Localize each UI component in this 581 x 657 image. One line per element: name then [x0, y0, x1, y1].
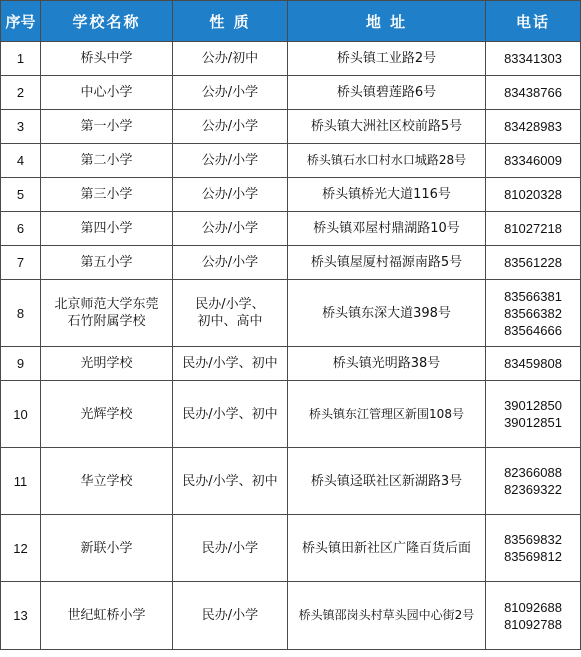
- phone-number: 83566382: [504, 305, 562, 321]
- table-row: [1, 347, 581, 381]
- cell-phone: [486, 110, 581, 144]
- phone-number: 81020328: [504, 187, 562, 202]
- cell-phone: [486, 42, 581, 76]
- nature-line: 初中、高中: [197, 314, 263, 329]
- nature-line: 民办/小学: [201, 540, 259, 556]
- cell-school-name: [41, 582, 173, 650]
- nature-line: 公办/小学: [201, 187, 259, 202]
- cell-school-name: [41, 42, 173, 76]
- phone-number: 83346009: [504, 153, 562, 168]
- cell-address: 桥头镇屋厦村福源南路5号: [288, 246, 486, 280]
- phone-number: 81092688: [504, 599, 562, 615]
- table-body: [1, 42, 581, 650]
- cell-phone: [486, 381, 581, 448]
- cell-index: 1: [1, 42, 41, 76]
- cell-school-name: [41, 347, 173, 381]
- cell-address: 桥头镇桥光大道116号: [288, 178, 486, 212]
- cell-phone: [486, 76, 581, 110]
- cell-phone: [486, 144, 581, 178]
- cell-nature: [173, 448, 288, 515]
- school-name-line: 北京师范大学东莞: [54, 297, 159, 312]
- column-header-index: 序号: [1, 1, 41, 42]
- school-name-line: 世纪虹桥小学: [67, 608, 146, 623]
- cell-nature: [173, 110, 288, 144]
- cell-school-name: [41, 212, 173, 246]
- cell-school-name: [41, 515, 173, 582]
- column-header-name: 学校名称: [41, 1, 173, 42]
- cell-index: 3: [1, 110, 41, 144]
- table-row: [1, 212, 581, 246]
- cell-address: 桥头镇邵岗头村草头园中心街2号: [288, 582, 486, 650]
- cell-phone: [486, 347, 581, 381]
- column-header-phone: 电话: [486, 1, 581, 42]
- cell-index: 12: [1, 515, 41, 582]
- cell-index: 7: [1, 246, 41, 280]
- phone-number: 83428983: [504, 119, 562, 134]
- table-row: [1, 280, 581, 347]
- cell-school-name: [41, 144, 173, 178]
- phone-number: 82369322: [504, 482, 562, 497]
- cell-address: 桥头镇田新社区广隆百货后面: [288, 515, 486, 582]
- cell-school-name: [41, 381, 173, 448]
- phone-number: 83561228: [504, 255, 562, 270]
- cell-nature: [173, 515, 288, 582]
- table-row: [1, 515, 581, 582]
- cell-address: 桥头镇光明路38号: [288, 347, 486, 381]
- school-name-line: 第二小学: [80, 153, 133, 168]
- header-row: [1, 1, 581, 42]
- nature-line: 民办/小学、初中: [182, 406, 278, 422]
- cell-nature: [173, 381, 288, 448]
- cell-nature: [173, 144, 288, 178]
- cell-index: 2: [1, 76, 41, 110]
- cell-index: 10: [1, 381, 41, 448]
- cell-address: 桥头镇工业路2号: [288, 42, 486, 76]
- cell-school-name: [41, 76, 173, 110]
- cell-address: 桥头镇大洲社区校前路5号: [288, 110, 486, 144]
- table-row: [1, 448, 581, 515]
- nature-line: 公办/小学: [201, 255, 259, 270]
- table-row: [1, 76, 581, 110]
- cell-index: 11: [1, 448, 41, 515]
- phone-number: 83564666: [504, 322, 562, 338]
- cell-phone: [486, 178, 581, 212]
- nature-line: 公办/小学: [201, 119, 259, 134]
- school-name-line: 光辉学校: [80, 406, 133, 422]
- column-header-address: 地 址: [288, 1, 486, 42]
- cell-nature: [173, 246, 288, 280]
- cell-address: 桥头镇东深大道398号: [288, 280, 486, 347]
- cell-address: 桥头镇邓屋村鼎湖路10号: [288, 212, 486, 246]
- cell-phone: [486, 515, 581, 582]
- nature-line: 公办/小学: [201, 153, 259, 168]
- school-name-line: 第四小学: [80, 221, 133, 236]
- nature-line: 民办/小学、: [195, 297, 265, 312]
- nature-line: 公办/初中: [201, 51, 259, 66]
- phone-number: 39012850: [504, 398, 562, 413]
- cell-index: 5: [1, 178, 41, 212]
- table-row: [1, 246, 581, 280]
- nature-line: 民办/小学: [201, 608, 259, 623]
- table-row: [1, 178, 581, 212]
- school-name-line: 新联小学: [80, 540, 133, 556]
- table-row: [1, 42, 581, 76]
- nature-line: 民办/小学、初中: [182, 356, 278, 371]
- cell-address: 桥头镇迳联社区新湖路3号: [288, 448, 486, 515]
- school-name-line: 光明学校: [80, 356, 133, 371]
- phone-number: 39012851: [504, 415, 562, 430]
- cell-school-name: [41, 246, 173, 280]
- cell-phone: [486, 246, 581, 280]
- phone-number: 83459808: [504, 356, 562, 371]
- table-row: [1, 110, 581, 144]
- school-name-line: 中心小学: [80, 85, 133, 100]
- school-name-line: 桥头中学: [80, 51, 133, 66]
- cell-index: 9: [1, 347, 41, 381]
- cell-nature: [173, 76, 288, 110]
- cell-phone: [486, 212, 581, 246]
- phone-number: 81092788: [504, 616, 562, 632]
- cell-nature: [173, 582, 288, 650]
- school-name-line: 第一小学: [80, 119, 133, 134]
- column-header-nature: 性 质: [173, 1, 288, 42]
- cell-nature: [173, 178, 288, 212]
- cell-school-name: [41, 178, 173, 212]
- cell-nature: [173, 347, 288, 381]
- table-row: [1, 381, 581, 448]
- school-name-line: 华立学校: [80, 473, 133, 489]
- phone-number: 83438766: [504, 85, 562, 100]
- phone-number: 83569832: [504, 532, 562, 547]
- phone-number: 83566381: [504, 288, 562, 304]
- table-row: [1, 582, 581, 650]
- school-name-line: 第五小学: [80, 255, 133, 270]
- school-name-line: 石竹附属学校: [67, 314, 146, 329]
- cell-address: 桥头镇碧莲路6号: [288, 76, 486, 110]
- cell-phone: [486, 582, 581, 650]
- cell-index: 13: [1, 582, 41, 650]
- cell-address: 桥头镇东江管理区新围108号: [288, 381, 486, 448]
- cell-nature: [173, 42, 288, 76]
- phone-number: 82366088: [504, 465, 562, 480]
- cell-index: 6: [1, 212, 41, 246]
- cell-index: 4: [1, 144, 41, 178]
- nature-line: 公办/小学: [201, 221, 259, 236]
- cell-phone: [486, 280, 581, 347]
- table-row: [1, 144, 581, 178]
- cell-address: 桥头镇石水口村水口城路28号: [288, 144, 486, 178]
- cell-school-name: [41, 448, 173, 515]
- cell-school-name: [41, 110, 173, 144]
- cell-nature: [173, 280, 288, 347]
- cell-school-name: [41, 280, 173, 347]
- nature-line: 公办/小学: [201, 85, 259, 100]
- phone-number: 83341303: [504, 51, 562, 66]
- cell-index: 8: [1, 280, 41, 347]
- cell-phone: [486, 448, 581, 515]
- phone-number: 83569812: [504, 549, 562, 564]
- nature-line: 民办/小学、初中: [182, 473, 278, 489]
- phone-number: 81027218: [504, 221, 562, 236]
- school-name-line: 第三小学: [80, 187, 133, 202]
- cell-nature: [173, 212, 288, 246]
